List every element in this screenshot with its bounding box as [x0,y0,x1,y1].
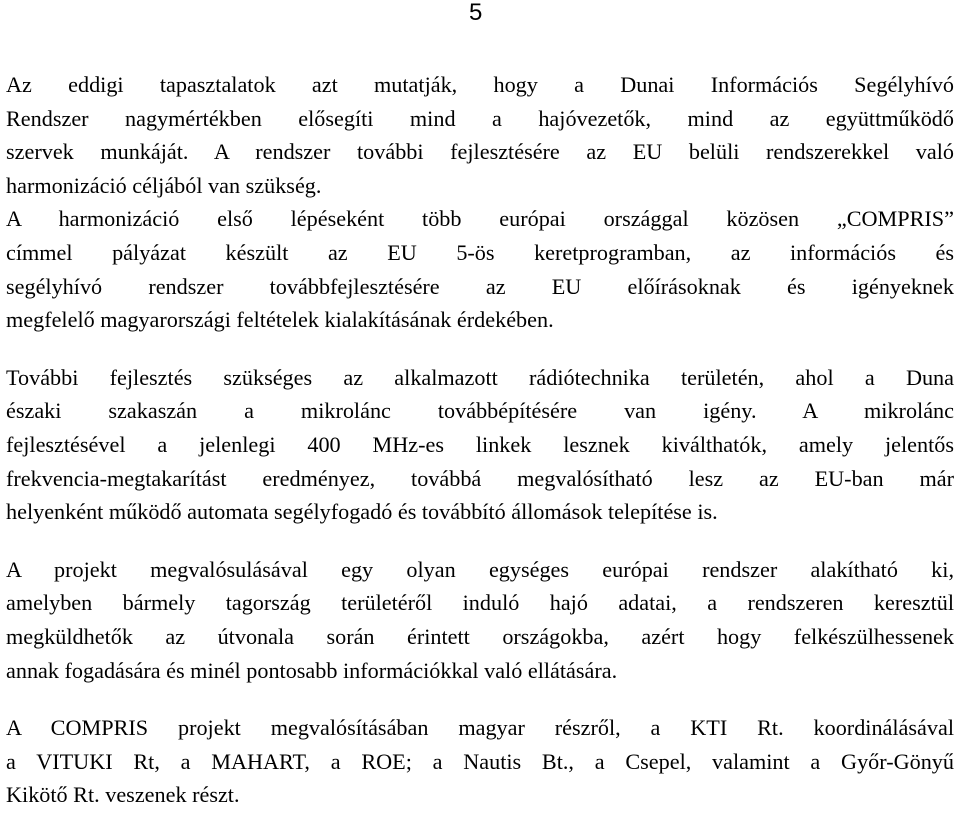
text-line: megküldhetők az útvonala során érintett országokba, azért hogy felkészülhessenek [6,623,954,649]
text-line: harmonizáció céljából van szükség. [6,172,322,198]
text-line: A harmonizáció első lépéseként több európai országgal közösen „COMPRIS” [6,206,954,232]
text-line: Kikötő Rt. veszenek részt. [6,782,240,808]
text-line: helyenként működő automata segélyfogadó és továbbító állomások telepítése is. [6,499,718,525]
text-line: a VITUKI Rt, a MAHART, a ROE; a Nautis Bt., a Csepel, valamint a Győr-Gönyű [6,748,954,774]
text-line: Az eddigi tapasztalatok azt mutatják, hogy a Dunai Információs Segélyhívó [6,72,954,97]
page-number: 5 [469,0,483,26]
text-line: címmel pályázat készült az EU 5-ös keretprogramban, az információs és [6,239,954,265]
text-line: megfelelő magyarországi feltételek kialakításának érdekében. [6,307,554,333]
paragraph-2 [6,361,954,529]
text-line: szervek munkáját. A rendszer további fejlesztésére az EU belüli rendszerekkel való [6,139,954,165]
text-line: Rendszer nagymértékben elősegíti mind a hajóvezetők, mind az együttműködő [6,105,954,131]
text-line: fejlesztésével a jelenlegi 400 MHz-es linkek lesznek kiválthatók, amely jelentős [6,431,954,457]
paragraph-4 [6,711,954,812]
document-body [6,68,954,812]
text-line: frekvencia-megtakarítást eredményez, továbbá megvalósítható lesz az EU-ban már [6,465,954,491]
paragraph-3 [6,553,954,687]
text-line: amelyben bármely tagország területéről induló hajó adatai, a rendszeren keresztül [6,590,954,616]
paragraph-1 [6,68,954,337]
text-line: annak fogadására és minél pontosabb információkkal való ellátására. [6,657,618,683]
text-line: A COMPRIS projekt megvalósításában magyar részről, a KTI Rt. koordinálásával [6,715,954,741]
text-line: A projekt megvalósulásával egy olyan egységes európai rendszer alakítható ki, [6,556,954,582]
text-line: északi szakaszán a mikrolánc továbbépítésére van igény. A mikrolánc [6,398,954,424]
text-line: segélyhívó rendszer továbbfejlesztésére az EU előírásoknak és igényeknek [6,273,954,299]
text-line: További fejlesztés szükséges az alkalmazott rádiótechnika területén, ahol a Duna [6,364,954,390]
